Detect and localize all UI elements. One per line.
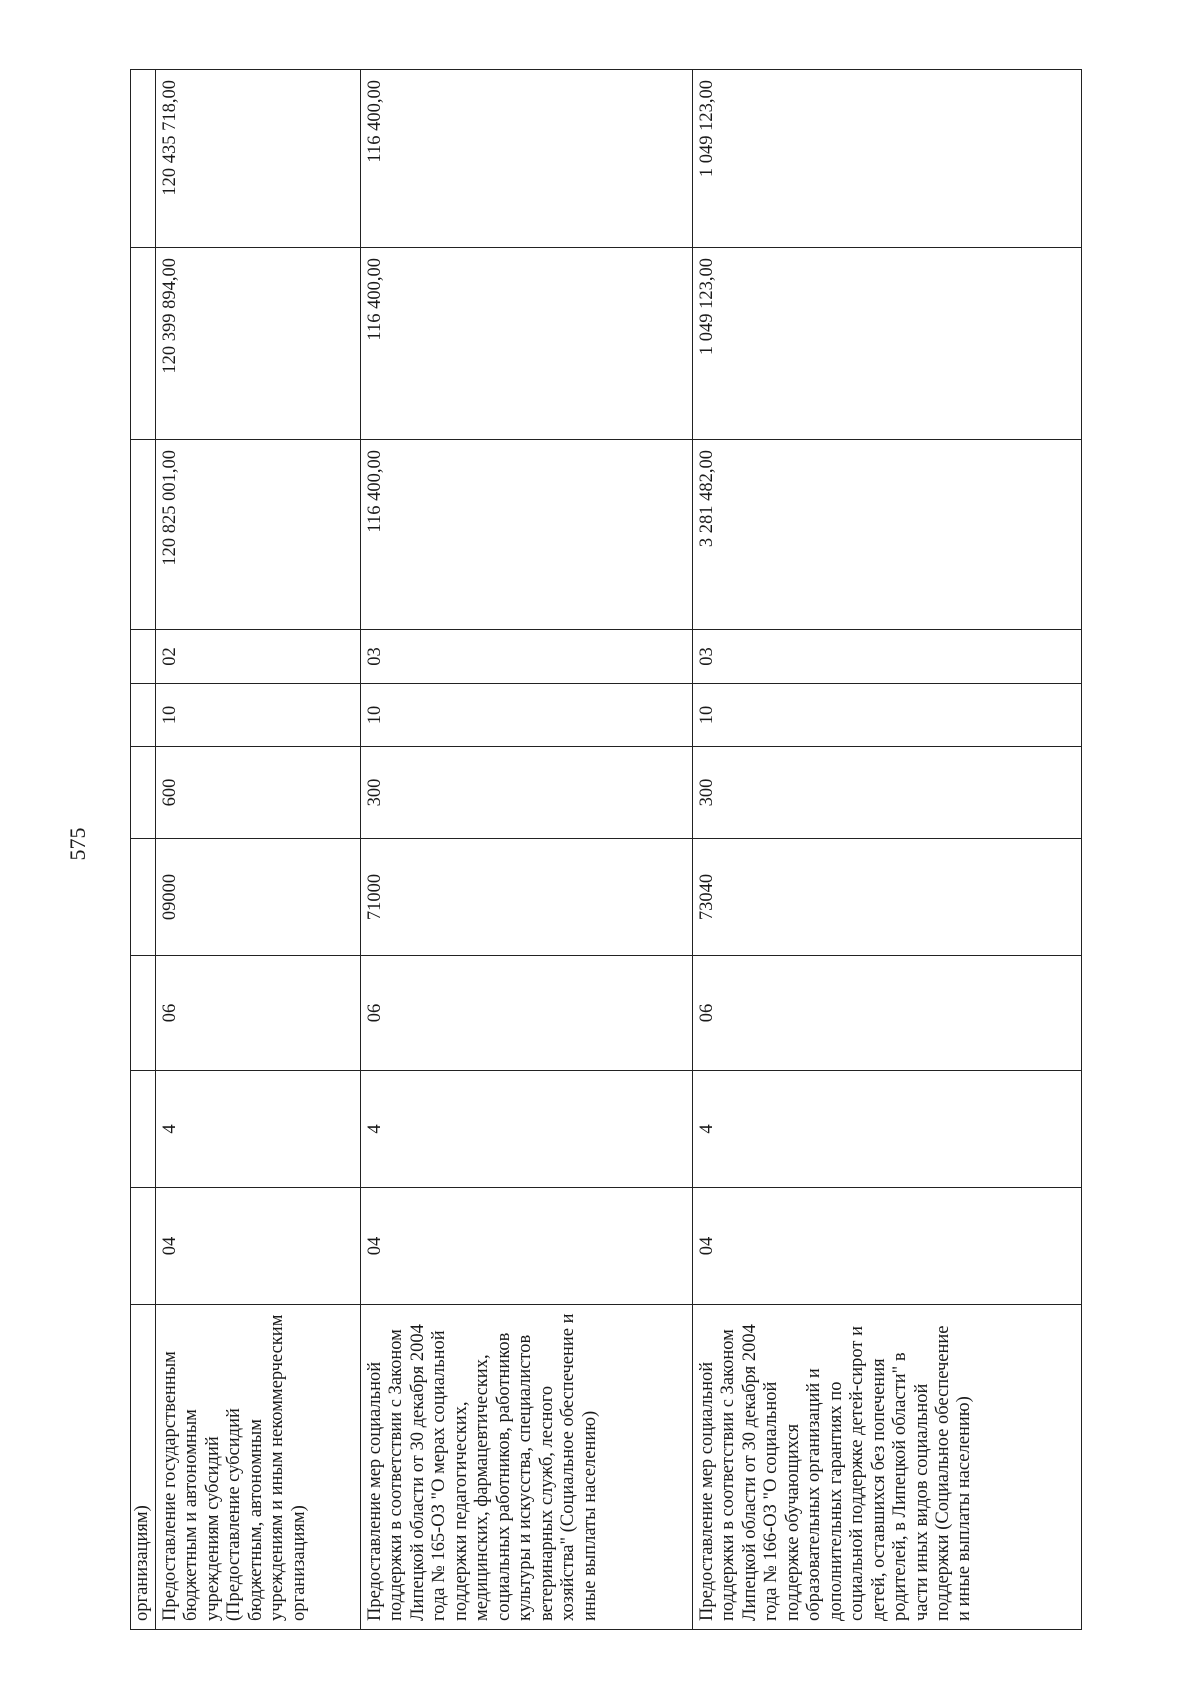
code-cell: 04 (361, 1188, 693, 1305)
amount-cell: 116 400,00 (361, 248, 693, 440)
code-cell: 600 (156, 747, 361, 839)
code-cell: 71000 (361, 839, 693, 956)
table-row (131, 70, 156, 1630)
code-cell: 04 (156, 1188, 361, 1305)
code-cell: 10 (156, 684, 361, 747)
code-cell (131, 1188, 156, 1305)
code-cell: 300 (361, 747, 693, 839)
code-cell (131, 684, 156, 747)
code-cell: 02 (156, 630, 361, 684)
table-row (156, 70, 361, 1630)
table-row (361, 70, 693, 1630)
code-cell: 73040 (693, 839, 1082, 956)
row-name: Предоставление мер социальной поддержки в соответствии с Законом Липецкой области от 30 декабря 2004 года № 165-ОЗ "О мерах социальной поддержки педагогических, медицинских, фармацевтических, социальных работников, работников культуры и искусства, специалистов ветеринарных служб, лесного хозяйства" (Социальное обеспечение и иные выплаты населению) (361, 1305, 693, 1630)
amount-cell: 120 825 001,00 (156, 440, 361, 630)
code-cell: 4 (156, 1071, 361, 1188)
code-cell: 4 (693, 1071, 1082, 1188)
row-name: Предоставление мер социальной поддержки в соответствии с Законом Липецкой области от 30 декабря 2004 года № 166-ОЗ "О социальной поддержке обучающихся образовательных организаций и дополнительных гарантиях по социальной поддержке детей-сирот и детей, оставшихся без попечения родителей, в Липецкой области" в части иных видов социальной поддержки (Социальное обеспечение и иные выплаты населению) (693, 1305, 1082, 1630)
code-cell: 10 (693, 684, 1082, 747)
amount-cell (131, 248, 156, 440)
code-cell: 06 (156, 956, 361, 1071)
code-cell: 03 (693, 630, 1082, 684)
code-cell: 06 (693, 956, 1082, 1071)
code-cell: 03 (361, 630, 693, 684)
row-name: Предоставление государственным бюджетным и автономным учреждениям субсидий (Предоставление субсидий бюджетным, автономным учреждениям и иным некоммерческим организациям) (156, 1305, 361, 1630)
code-cell: 06 (361, 956, 693, 1071)
code-cell: 09000 (156, 839, 361, 956)
table-row (693, 70, 1082, 1630)
amount-cell: 120 399 894,00 (156, 248, 361, 440)
amount-cell (131, 70, 156, 248)
code-cell (131, 747, 156, 839)
code-cell: 4 (361, 1071, 693, 1188)
row-name: организациям) (131, 1305, 156, 1630)
rotated-page-content (130, 70, 1090, 1630)
amount-cell: 120 435 718,00 (156, 70, 361, 248)
amount-cell: 3 281 482,00 (693, 440, 1082, 630)
code-cell: 10 (361, 684, 693, 747)
code-cell: 04 (693, 1188, 1082, 1305)
amount-cell: 116 400,00 (361, 70, 693, 248)
budget-table (130, 69, 1082, 1630)
code-cell (131, 630, 156, 684)
amount-cell: 1 049 123,00 (693, 70, 1082, 248)
code-cell (131, 1071, 156, 1188)
code-cell (131, 839, 156, 956)
code-cell: 300 (693, 747, 1082, 839)
amount-cell (131, 440, 156, 630)
amount-cell: 116 400,00 (361, 440, 693, 630)
code-cell (131, 956, 156, 1071)
amount-cell: 1 049 123,00 (693, 248, 1082, 440)
page-number: 575 (65, 827, 90, 861)
